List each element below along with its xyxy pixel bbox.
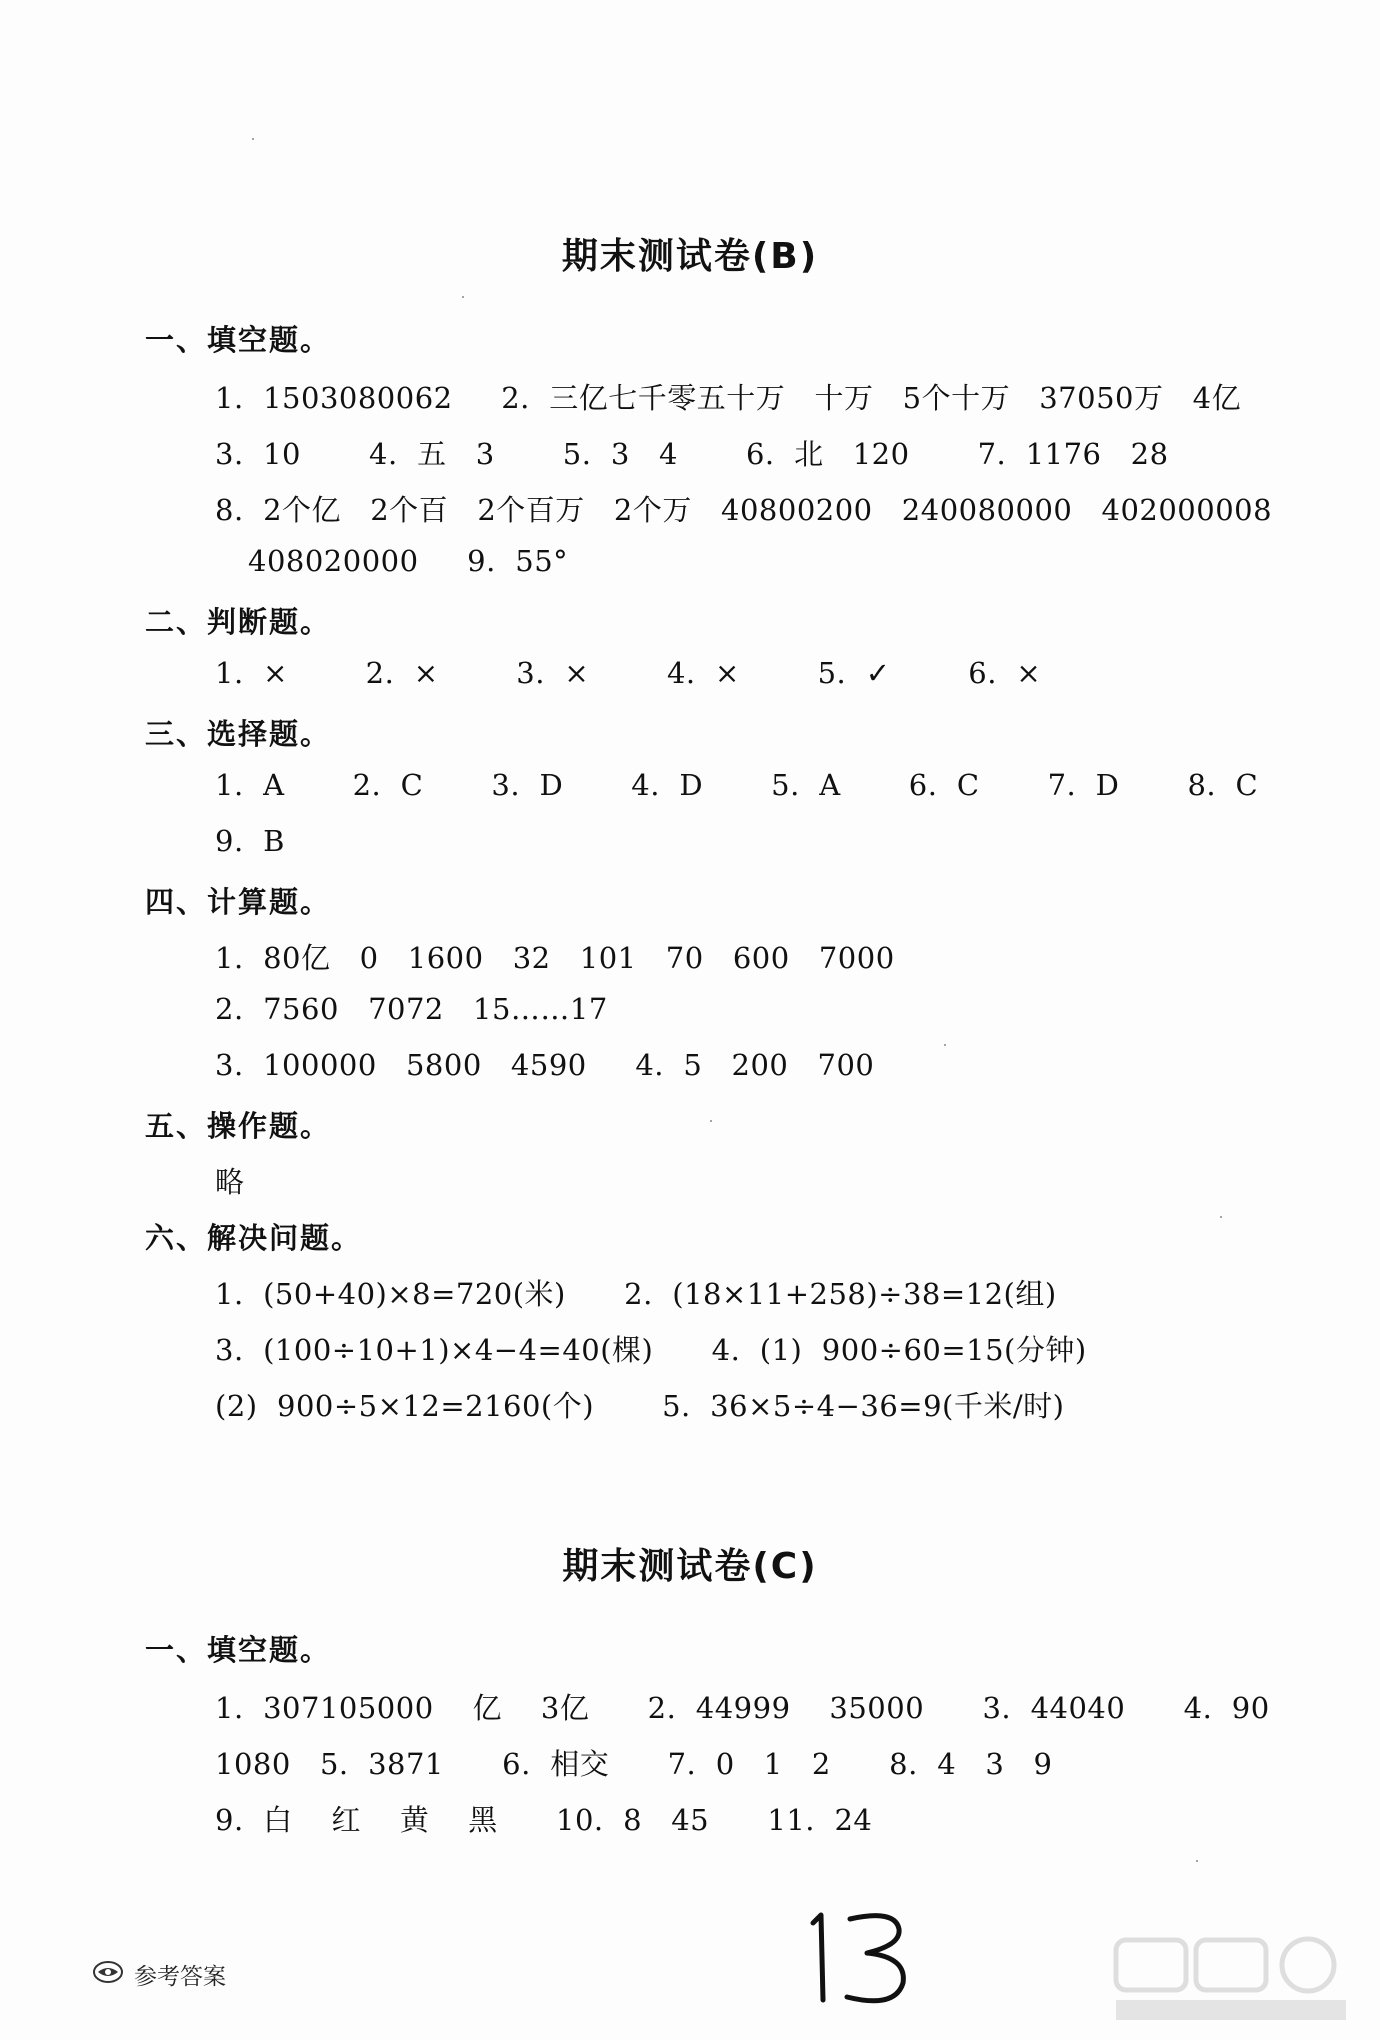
scan-speck	[944, 1044, 946, 1046]
c-fill-line-3: 9. 白 红 黄 黑 10. 8 45 11. 24	[215, 1803, 873, 1837]
b-judge-line-1: 1. × 2. × 3. × 4. × 5. ✓ 6. ×	[215, 656, 1042, 690]
scan-speck	[252, 138, 254, 140]
answer-book-icon	[92, 1960, 124, 1984]
b-choice-heading: 三、选择题。	[145, 717, 332, 751]
b-solve-line-1: 1. (50+40)×8=720(米) 2. (18×11+258)÷38=12(组)	[215, 1277, 1057, 1311]
b-fill-line-1: 1. 1503080062 2. 三亿七千零五十万 十万 5个十万 37050万 4亿	[215, 381, 1242, 415]
section-b-title: 期末测试卷(B)	[561, 236, 819, 277]
b-choice-line-1: 1. A 2. C 3. D 4. D 5. A 6. C 7. D 8. C	[215, 768, 1259, 802]
b-calc-line-3: 3. 100000 5800 4590 4. 5 200 700	[215, 1048, 875, 1082]
b-choice-line-2: 9. B	[215, 824, 285, 858]
scan-speck	[1196, 1860, 1198, 1862]
b-fill-line-3: 8. 2个亿 2个百 2个百万 2个万 40800200 240080000 402000008	[215, 493, 1273, 527]
b-operate-line-1: 略	[215, 1165, 245, 1199]
scan-speck	[1220, 1216, 1222, 1218]
section-c-title: 期末测试卷(C)	[562, 1546, 818, 1587]
b-calc-line-1: 1. 80亿 0 1600 32 101 70 600 7000	[215, 941, 895, 975]
c-fill-heading: 一、填空题。	[145, 1633, 332, 1667]
footer-label: 参考答案	[134, 1964, 226, 1990]
b-fill-heading: 一、填空题。	[145, 323, 332, 357]
c-fill-line-2: 1080 5. 3871 6. 相交 7. 0 1 2 8. 4 3 9	[215, 1747, 1053, 1781]
scan-speck	[710, 1120, 712, 1122]
b-solve-line-2: 3. (100÷10+1)×4−4=40(棵) 4. (1) 900÷60=15(分钟)	[215, 1333, 1087, 1367]
b-solve-line-3: (2) 900÷5×12=2160(个) 5. 36×5÷4−36=9(千米/时)	[215, 1389, 1065, 1423]
b-solve-heading: 六、解决问题。	[145, 1221, 363, 1255]
b-operate-heading: 五、操作题。	[145, 1109, 332, 1143]
c-fill-line-1: 1. 307105000 亿 3亿 2. 44999 35000 3. 44040 4. 90	[215, 1691, 1270, 1725]
b-calc-heading: 四、计算题。	[145, 885, 332, 919]
scan-speck	[462, 296, 464, 298]
handwritten-page-number	[795, 1905, 925, 2015]
b-fill-line-2: 3. 10 4. 五 3 5. 3 4 6. 北 120 7. 1176 28	[215, 437, 1169, 471]
b-fill-line-4: 408020000 9. 55°	[248, 544, 569, 578]
b-calc-line-2: 2. 7560 7072 15……17	[215, 992, 608, 1026]
watermark-logo	[1112, 1936, 1352, 2026]
b-judge-heading: 二、判断题。	[145, 605, 332, 639]
